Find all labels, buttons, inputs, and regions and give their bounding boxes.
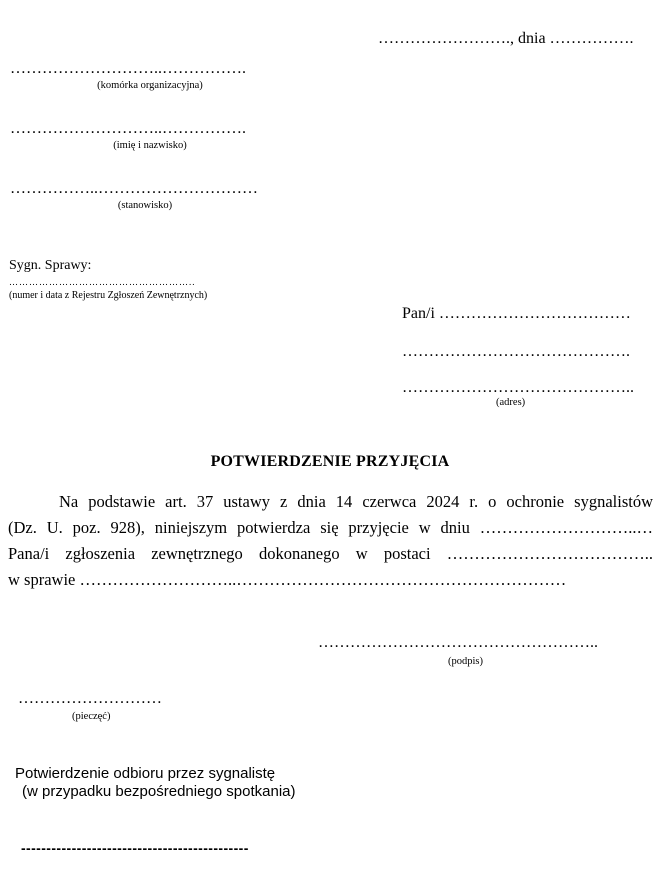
receipt-line-1: Potwierdzenie odbioru przez sygnalistę (15, 765, 276, 782)
body-line-1: Na podstawie art. 37 ustawy z dnia 14 czerwca 2024 r. o ochronie sygnalistów (59, 492, 653, 511)
body-line-2: (Dz. U. poz. 928), niniejszym potwierdza się przyjęcie w dniu ………………………..… (8, 518, 653, 537)
name-caption: (imię i nazwisko) (113, 140, 187, 151)
signature-caption: (podpis) (448, 656, 483, 667)
org-unit-caption: (komórka organizacyjna) (97, 80, 203, 91)
body-line-4: w sprawie ………………………..…………………………………………………… (8, 570, 567, 589)
org-unit-block (10, 60, 280, 91)
addressee-line-1: Pan/i ……………………………… (402, 305, 631, 322)
case-caption: (numer i data z Rejestru Zgłoszeń Zewnętrznych) (9, 290, 208, 301)
addressee-caption: (adres) (496, 397, 526, 408)
case-dots: ……………………………………………….. (9, 277, 196, 287)
document-title: POTWIERDZENIE PRZYJĘCIA (210, 453, 450, 470)
position-block (10, 180, 280, 211)
case-label: Sygn. Sprawy: (9, 258, 92, 273)
addressee-line-3: …………………………………….. (402, 379, 634, 396)
position-dots: ……………..………………………… (10, 180, 258, 197)
stamp-dots: ……………………… (18, 690, 162, 707)
name-block (10, 120, 280, 151)
receipt-signature-dashes: --------------------------------------------- (21, 840, 249, 856)
stamp-caption: (pieczęć) (72, 711, 111, 722)
name-dots: ………………………..……………. (10, 120, 246, 137)
signature-dots: …………………………………………….. (318, 634, 598, 651)
position-caption: (stanowisko) (117, 200, 173, 211)
body-line-3: Pana/i zgłoszenia zewnętrznego dokonanego w postaci ……………………………….. (8, 544, 653, 563)
org-unit-dots: ………………………..……………. (10, 60, 246, 77)
addressee-line-2: ……………………………………. (402, 343, 630, 360)
place-date-line: ……………………., dnia ……………. (378, 30, 634, 47)
receipt-line-2: (w przypadku bezpośredniego spotkania) (22, 783, 296, 800)
